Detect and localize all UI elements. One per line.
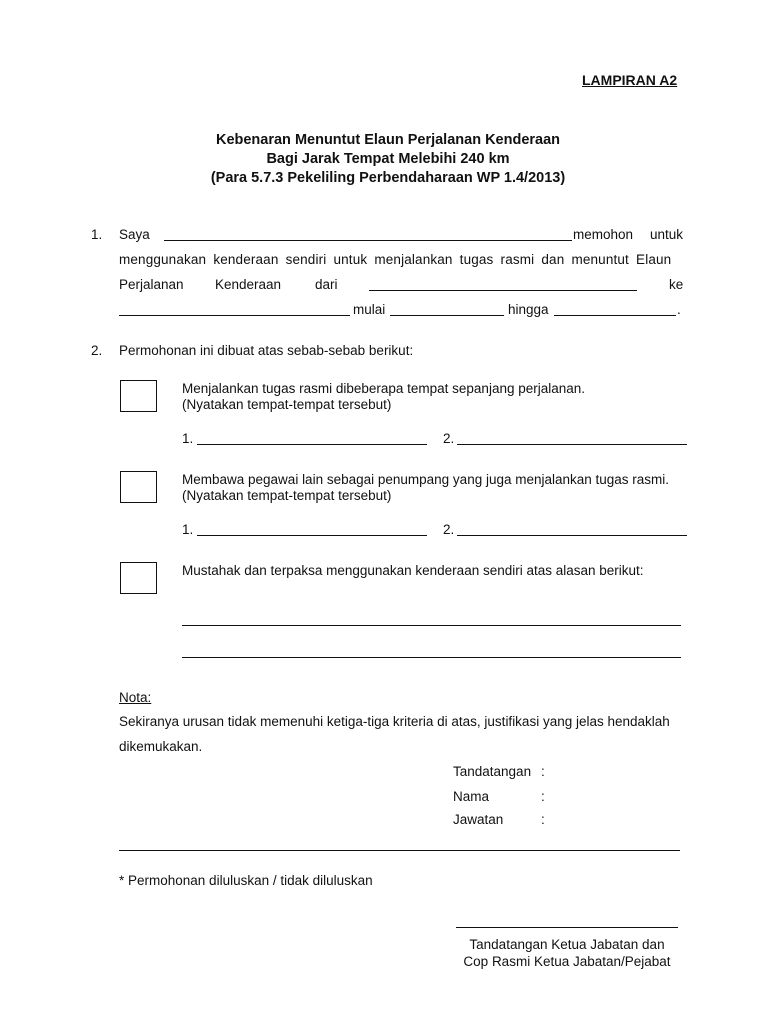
form-title-line1: Kebenaran Menuntut Elaun Perjalanan Kenderaan: [215, 132, 561, 148]
option2-item2-number: 2.: [443, 522, 455, 537]
approval-status: * Permohonan diluluskan / tidak diluluskan: [119, 873, 373, 888]
head-signature-caption2: Cop Rasmi Ketua Jabatan/Pejabat: [463, 954, 671, 969]
ke-label: ke: [669, 277, 684, 292]
option1-place2-field[interactable]: [457, 444, 687, 445]
untuk-label: untuk: [650, 227, 684, 242]
option2-place1-field[interactable]: [197, 535, 427, 536]
nota-heading: Nota:: [119, 690, 152, 705]
signature-label: Tandatangan: [453, 764, 532, 779]
head-signature-caption1: Tandatangan Ketua Jabatan dan: [469, 937, 665, 952]
option3-reason-line1[interactable]: [182, 625, 681, 626]
section1-line2: menggunakan kenderaan sendiri untuk menjalankan tugas rasmi dan menuntut Elaun: [119, 252, 672, 267]
position-colon: :: [541, 812, 545, 827]
start-date-field[interactable]: [390, 315, 504, 316]
saya-label: Saya: [119, 227, 150, 242]
perjalanan-label: Perjalanan: [119, 277, 184, 292]
option1-text: Menjalankan tugas rasmi dibeberapa tempat sepanjang perjalanan.: [182, 381, 586, 396]
section2-number: 2.: [91, 343, 103, 358]
head-signature-field[interactable]: [456, 927, 678, 928]
option1-checkbox[interactable]: [120, 380, 157, 412]
option1-item1-number: 1.: [182, 431, 194, 446]
option2-note: (Nyatakan tempat-tempat tersebut): [182, 488, 392, 503]
option3-text: Mustahak dan terpaksa menggunakan kenderaan sendiri atas alasan berikut:: [182, 563, 644, 578]
option1-item2-number: 2.: [443, 431, 455, 446]
option1-place1-field[interactable]: [197, 444, 427, 445]
name-colon: :: [541, 789, 545, 804]
section2-intro: Permohonan ini dibuat atas sebab-sebab berikut:: [119, 343, 414, 358]
name-label: Nama: [453, 789, 490, 804]
position-label: Jawatan: [453, 812, 504, 827]
section1-number: 1.: [91, 227, 103, 242]
form-title-line2: Bagi Jarak Tempat Melebihi 240 km: [266, 151, 510, 167]
option2-place2-field[interactable]: [457, 535, 687, 536]
option3-reason-line2[interactable]: [182, 657, 681, 658]
hingga-label: hingga: [508, 302, 549, 317]
memohon-label: memohon: [573, 227, 634, 242]
option2-text: Membawa pegawai lain sebagai penumpang yang juga menjalankan tugas rasmi.: [182, 472, 670, 487]
signature-colon: :: [541, 764, 545, 779]
nota-line2: dikemukakan.: [119, 739, 203, 754]
mulai-label: mulai: [353, 302, 386, 317]
period-mark: .: [677, 302, 681, 317]
to-location-field[interactable]: [119, 315, 350, 316]
option3-checkbox[interactable]: [120, 562, 157, 594]
section-divider: [119, 850, 680, 851]
option2-checkbox[interactable]: [120, 471, 157, 503]
annex-label: LAMPIRAN A2: [582, 72, 678, 88]
from-location-field[interactable]: [369, 290, 637, 291]
dari-label: dari: [315, 277, 338, 292]
option1-note: (Nyatakan tempat-tempat tersebut): [182, 397, 392, 412]
applicant-name-field[interactable]: [164, 240, 572, 241]
kenderaan-label: Kenderaan: [215, 277, 282, 292]
nota-line1: Sekiranya urusan tidak memenuhi ketiga-tiga kriteria di atas, justifikasi yang jelas hendaklah: [119, 714, 670, 729]
option2-item1-number: 1.: [182, 522, 194, 537]
form-title-line3: (Para 5.7.3 Pekeliling Perbendaharaan WP 1.4/2013): [210, 170, 566, 186]
end-date-field[interactable]: [554, 315, 676, 316]
